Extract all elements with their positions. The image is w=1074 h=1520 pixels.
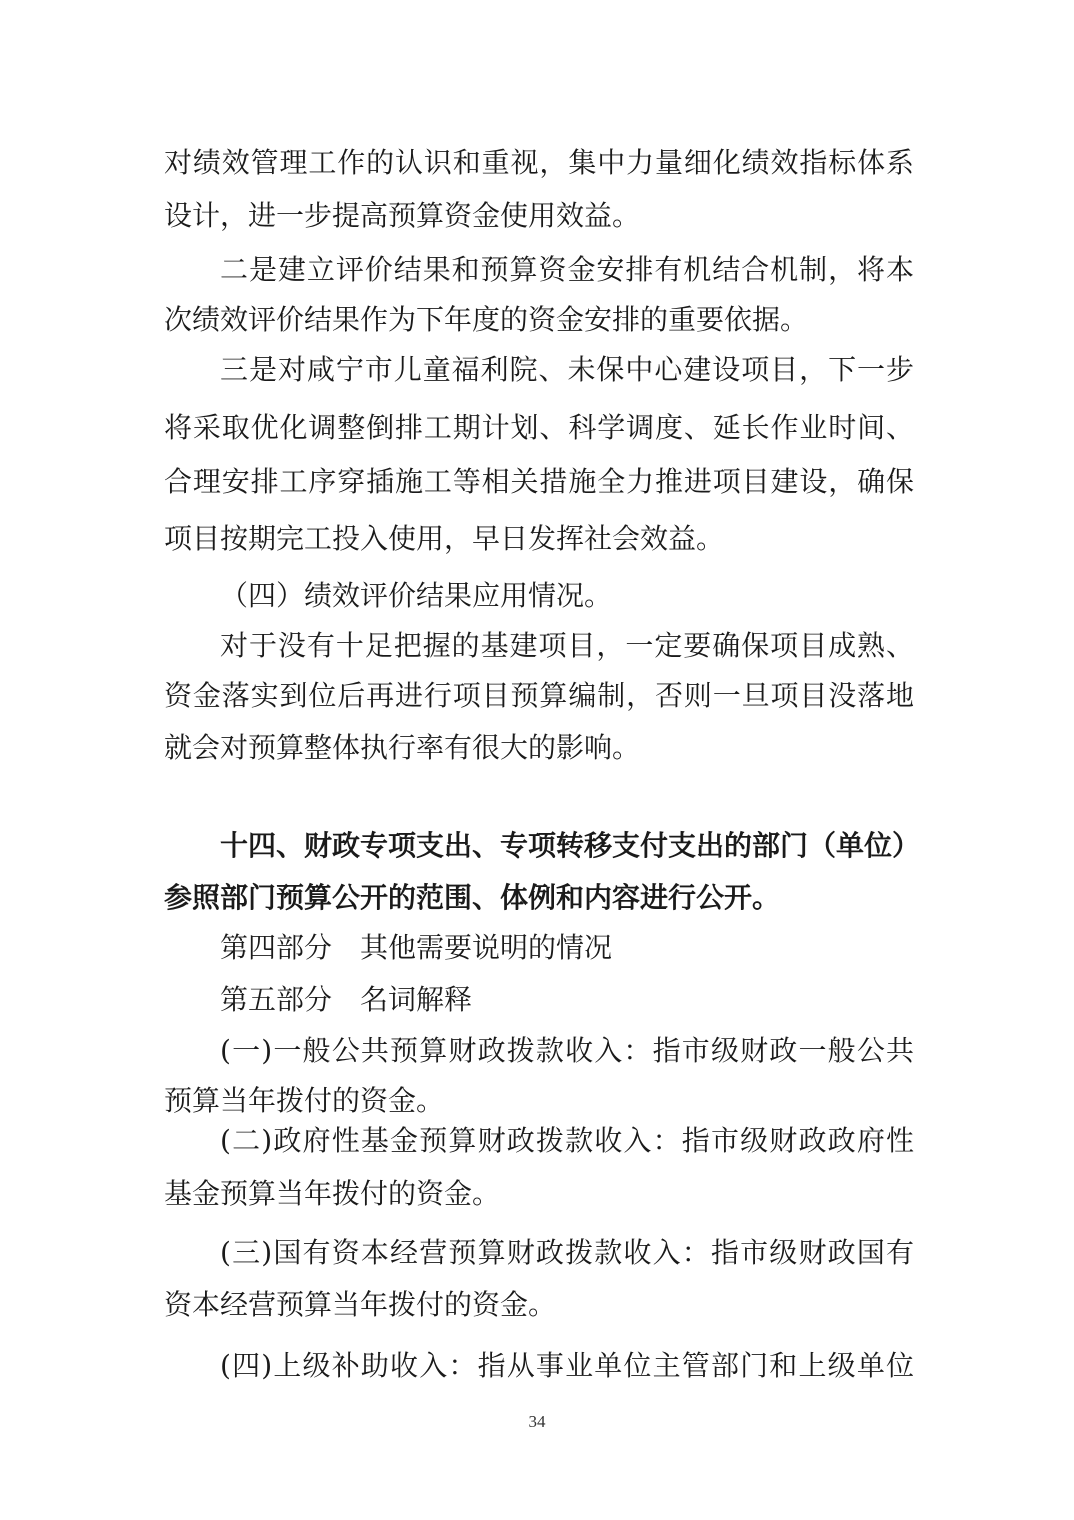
paragraph-line: 三是对咸宁市儿童福利院、未保中心建设项目，下一步 <box>220 353 914 386</box>
paragraph-line: 项目按期完工投入使用，早日发挥社会效益。 <box>164 522 725 555</box>
paragraph-line: 合理安排工序穿插施工等相关措施全力推进项目建设，确保 <box>164 465 914 498</box>
paragraph-line: 就会对预算整体执行率有很大的影响。 <box>164 731 641 764</box>
part-heading: 第五部分 名词解释 <box>220 983 473 1016</box>
paragraph-line: 二是建立评价结果和预算资金安排有机结合机制，将本 <box>220 253 914 286</box>
paragraph-line: 对绩效管理工作的认识和重视，集中力量细化绩效指标体系 <box>164 146 914 179</box>
paragraph-line: (三)国有资本经营预算财政拨款收入：指市级财政国有 <box>220 1236 914 1269</box>
paragraph-line: 预算当年拨付的资金。 <box>164 1084 445 1117</box>
page-number: 34 <box>528 1412 546 1431</box>
paragraph-line: 资本经营预算当年拨付的资金。 <box>164 1288 557 1321</box>
paragraph-line: 设计，进一步提高预算资金使用效益。 <box>164 199 641 232</box>
paragraph-line: 对于没有十足把握的基建项目，一定要确保项目成熟、 <box>220 629 914 662</box>
paragraph-line: (四)上级补助收入：指从事业单位主管部门和上级单位 <box>220 1349 914 1382</box>
paragraph-line: 基金预算当年拨付的资金。 <box>164 1177 501 1210</box>
paragraph-line: 次绩效评价结果作为下年度的资金安排的重要依据。 <box>164 303 809 336</box>
part-heading: 第四部分 其他需要说明的情况 <box>220 931 613 964</box>
section-heading: （四）绩效评价结果应用情况。 <box>220 579 613 612</box>
paragraph-line: (一)一般公共预算财政拨款收入：指市级财政一般公共 <box>220 1034 914 1067</box>
paragraph-line: 资金落实到位后再进行项目预算编制，否则一旦项目没落地 <box>164 679 914 712</box>
paragraph-line: (二)政府性基金预算财政拨款收入：指市级财政政府性 <box>220 1124 914 1157</box>
section-heading: 十四、财政专项支出、专项转移支付支出的部门（单位） <box>220 829 921 862</box>
section-heading: 参照部门预算公开的范围、体例和内容进行公开。 <box>164 881 781 914</box>
paragraph-line: 将采取优化调整倒排工期计划、科学调度、延长作业时间、 <box>164 411 914 444</box>
